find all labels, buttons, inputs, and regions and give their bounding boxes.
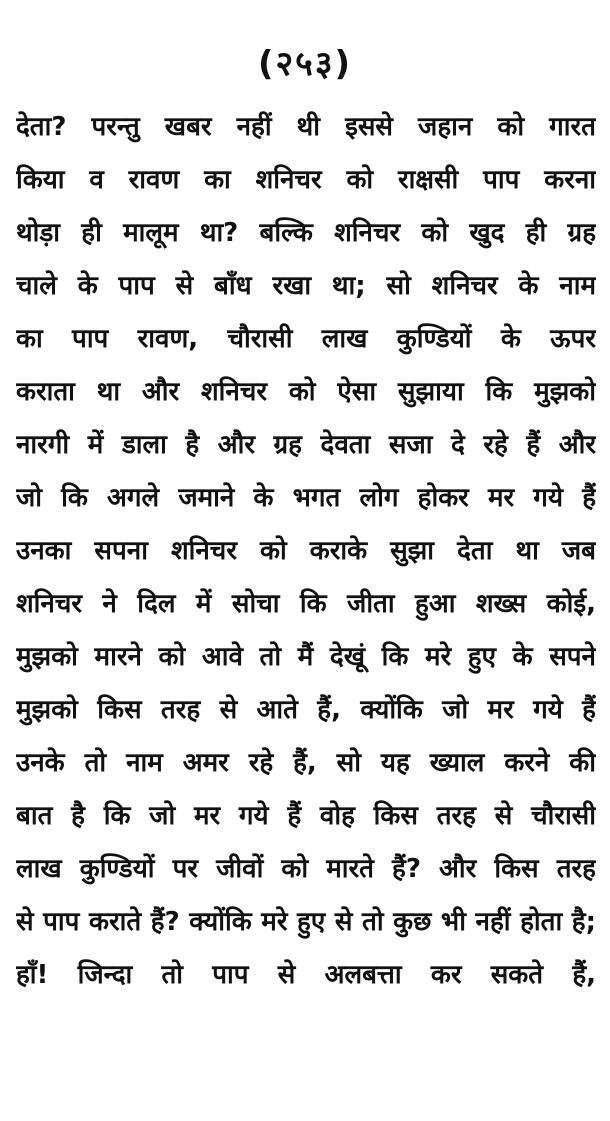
- text-line: लाख कुण्डियों पर जीवों को मारते हैं? और किस तरह: [16, 854, 596, 884]
- text-line: बात है कि जो मर गये हैं वोह किस तरह से चौरासी: [16, 801, 596, 831]
- text-line: जो कि अगले जमाने के भगत लोग होकर मर गये हैं: [16, 483, 596, 513]
- text-line: का पाप रावण, चौरासी लाख कुण्डियों के ऊपर: [16, 324, 596, 354]
- text-line: कराता था और शनिचर को ऐसा सुझाया कि मुझको: [16, 377, 596, 407]
- text-line: उनका सपना शनिचर को कराके सुझा देता था जब: [16, 536, 596, 566]
- text-line: नारगी में डाला है और ग्रह देवता सजा दे रहे हैं और: [16, 430, 596, 460]
- body-text: [16, 101, 596, 1002]
- text-line: शनिचर ने दिल में सोचा कि जीता हुआ शख्स कोई,: [16, 589, 596, 619]
- text-line: चाले के पाप से बाँध रखा था; सो शनिचर के नाम: [16, 271, 596, 301]
- text-line: मुझको मारने को आवे तो मैं देखूं कि मरे हुए के सपने: [16, 642, 596, 672]
- page-number: (२५३): [257, 44, 353, 84]
- text-line: से पाप कराते हैं? क्योंकि मरे हुए से तो कुछ भी नहीं होता है;: [16, 907, 596, 937]
- text-line: किया व रावण का शनिचर को राक्षसी पाप करना: [16, 165, 596, 195]
- text-line: उनके तो नाम अमर रहे हैं, सो यह ख्याल करने की: [16, 748, 596, 778]
- text-line: थोड़ा ही मालूम था? बल्कि शनिचर को खुद ही ग्रह: [16, 218, 596, 248]
- text-line: देता? परन्तु खबर नहीं थी इससे जहान को गारत: [16, 112, 596, 142]
- text-line: मुझको किस तरह से आते हैं, क्योंकि जो मर गये हैं: [16, 695, 596, 725]
- text-line: हाँ! जिन्दा तो पाप से अलबत्ता कर सकते हैं,: [16, 960, 596, 990]
